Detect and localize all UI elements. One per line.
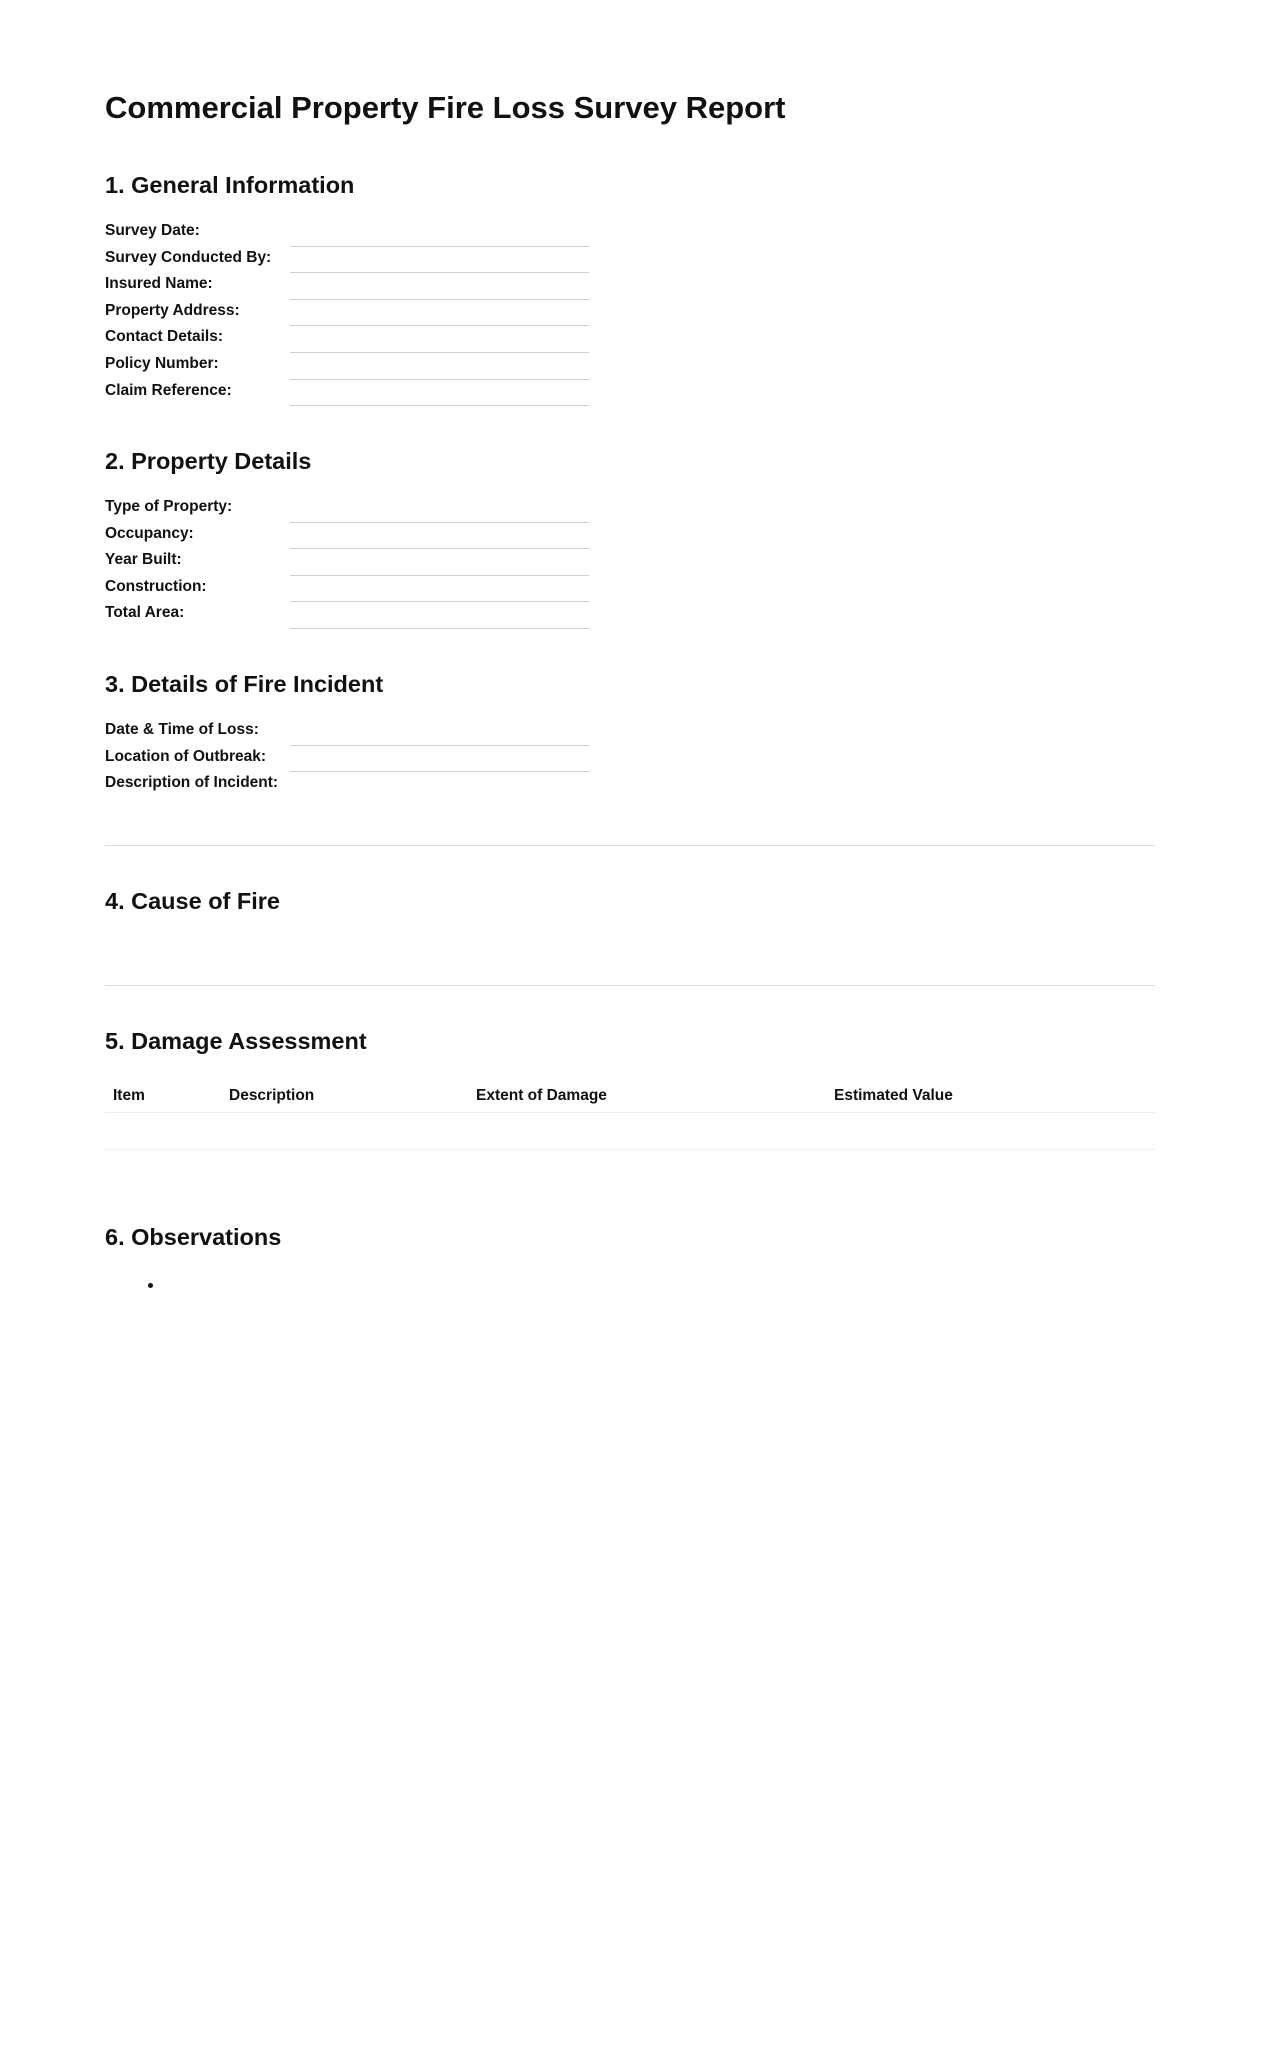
field-input[interactable]: [290, 496, 589, 523]
column-header-extent: Extent of Damage: [468, 1079, 826, 1113]
field-label: Location of Outbreak:: [105, 747, 267, 765]
table-header-row: [105, 1079, 1155, 1113]
form-row: [105, 746, 589, 773]
field-label: Type of Property:: [105, 498, 233, 515]
general-fields: [105, 220, 589, 406]
field-label: Insured Name:: [105, 275, 213, 293]
field-label: Survey Date:: [105, 222, 200, 239]
divider: [105, 985, 1155, 986]
table-cell[interactable]: [468, 1113, 826, 1150]
field-input[interactable]: [290, 380, 589, 407]
column-header-description: Description: [221, 1079, 468, 1113]
field-input[interactable]: [290, 772, 589, 799]
section-heading-general: 1. General Information: [105, 172, 355, 198]
field-label: Construction:: [105, 577, 207, 595]
form-row: [105, 719, 589, 746]
field-label: Property Address:: [105, 301, 240, 319]
field-input[interactable]: [290, 602, 589, 629]
form-row: [105, 523, 589, 550]
field-input[interactable]: [290, 549, 589, 576]
divider: [105, 845, 1155, 846]
form-row: [105, 326, 589, 353]
section-heading-incident: 3. Details of Fire Incident: [105, 671, 384, 697]
table-cell[interactable]: [105, 1113, 221, 1150]
field-input[interactable]: [290, 576, 589, 603]
form-row: [105, 496, 589, 523]
section-heading-property: 2. Property Details: [105, 448, 312, 474]
form-row: [105, 353, 589, 380]
field-input[interactable]: [290, 326, 589, 353]
observation-bullet: [148, 1283, 153, 1288]
field-label: Description of Incident:: [105, 774, 279, 792]
form-row: [105, 602, 589, 629]
damage-table: [105, 1079, 1155, 1150]
field-input[interactable]: [290, 247, 589, 274]
form-row: [105, 273, 589, 300]
section-heading-cause: 4. Cause of Fire: [105, 888, 280, 914]
page-title: Commercial Property Fire Loss Survey Report: [105, 90, 786, 125]
field-label: Date & Time of Loss:: [105, 721, 259, 738]
field-input[interactable]: [290, 523, 589, 550]
form-row: [105, 576, 589, 603]
field-label: Claim Reference:: [105, 381, 232, 399]
field-input[interactable]: [290, 746, 589, 773]
field-input[interactable]: [290, 273, 589, 300]
table-cell[interactable]: [221, 1113, 468, 1150]
column-header-value: Estimated Value: [826, 1079, 1155, 1113]
field-label: Contact Details:: [105, 328, 223, 346]
field-input[interactable]: [290, 300, 589, 327]
column-header-item: Item: [105, 1079, 221, 1113]
table-cell[interactable]: [826, 1113, 1155, 1150]
field-label: Policy Number:: [105, 354, 219, 372]
table-row: [105, 1113, 1155, 1150]
form-row: [105, 300, 589, 327]
field-input[interactable]: [290, 719, 589, 746]
field-label: Total Area:: [105, 604, 185, 622]
form-row: [105, 549, 589, 576]
section-heading-damage: 5. Damage Assessment: [105, 1028, 367, 1054]
form-row: [105, 247, 589, 274]
field-label: Survey Conducted By:: [105, 248, 272, 266]
property-fields: [105, 496, 589, 629]
form-row: [105, 380, 589, 407]
form-row: [105, 220, 589, 247]
field-input[interactable]: [290, 353, 589, 380]
section-heading-observations: 6. Observations: [105, 1224, 282, 1250]
field-label: Occupancy:: [105, 524, 194, 542]
form-row: [105, 772, 589, 799]
field-input[interactable]: [290, 220, 589, 247]
incident-fields: [105, 719, 589, 799]
field-label: Year Built:: [105, 551, 182, 569]
